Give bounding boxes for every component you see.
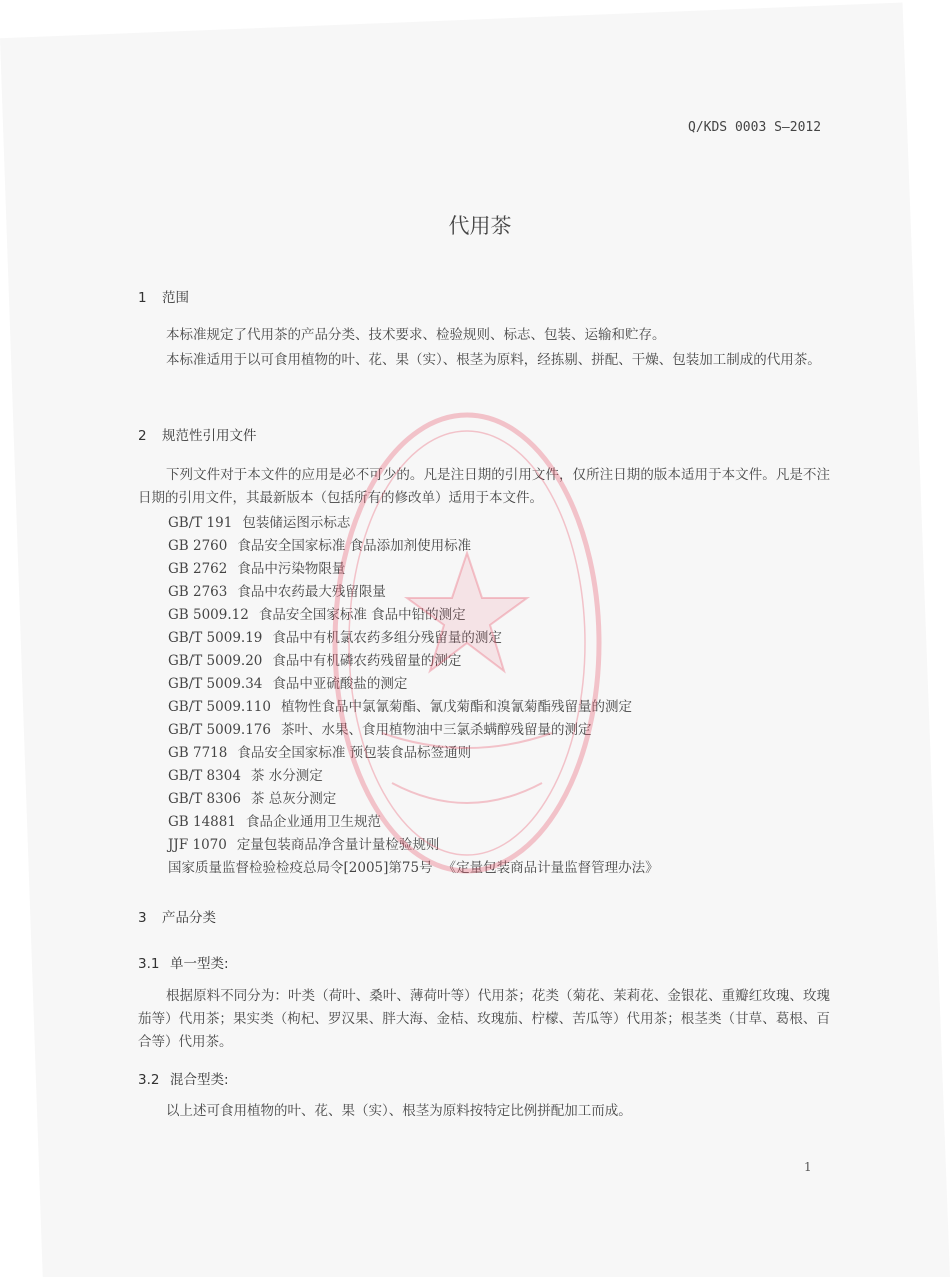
subsection-title: 混合型类: <box>170 1072 229 1088</box>
reference-title: 茶 总灰分测定 <box>250 791 337 807</box>
section-title: 规范性引用文件 <box>162 428 257 444</box>
reference-title: 食品中亚硫酸盐的测定 <box>272 676 408 692</box>
reference-title: 食品企业通用卫生规范 <box>245 814 381 830</box>
reference-title: 食品中污染物限量 <box>237 561 346 577</box>
section-title: 范围 <box>162 290 189 306</box>
list-item <box>168 581 659 604</box>
subsection-title: 单一型类: <box>170 956 229 972</box>
reference-title: 食品中农药最大残留限量 <box>237 584 386 600</box>
subsection-3-2-paragraph: 以上述可食用植物的叶、花、果（实）、根茎为原料按特定比例拼配加工而成。 <box>166 1103 632 1119</box>
reference-title: 《定量包装商品计量监督管理办法》 <box>442 860 659 876</box>
list-item <box>168 719 659 742</box>
list-item <box>168 696 659 719</box>
list-item <box>168 673 659 696</box>
reference-code: GB/T 5009.20 <box>168 653 263 669</box>
reference-code: GB 14881 <box>168 814 236 830</box>
subsection-3-1-paragraph: 根据原料不同分为：叶类（荷叶、桑叶、薄荷叶等）代用茶；花类（菊花、茉莉花、金银花、重瓣红玫瑰、玫瑰茄等）代用茶；果实类（枸杞、罗汉果、胖大海、金桔、玫瑰茄、柠檬、苦瓜等）代用茶；根茎类（甘草、葛根、百合等）代用茶。 <box>138 988 830 1050</box>
reference-title: 定量包装商品净含量计量检验规则 <box>236 837 440 853</box>
subsection-3-2-heading <box>138 1068 229 1088</box>
reference-title: 食品中有机磷农药残留量的测定 <box>272 653 462 669</box>
reference-title: 食品安全国家标准 食品中铅的测定 <box>258 607 466 623</box>
reference-code: GB/T 5009.176 <box>168 722 271 738</box>
list-item <box>168 834 659 857</box>
list-item <box>168 765 659 788</box>
reference-code: GB 7718 <box>168 745 228 761</box>
reference-title: 包装储运图示标志 <box>242 515 351 531</box>
section-number: 3 <box>138 910 147 926</box>
reference-code: GB/T 8306 <box>168 791 241 807</box>
reference-code: GB 2760 <box>168 538 228 554</box>
section-1-paragraph-1: 本标准规定了代用茶的产品分类、技术要求、检验规则、标志、包装、运输和贮存。 <box>166 327 666 343</box>
reference-title: 植物性食品中氯氰菊酯、氰戊菊酯和溴氰菊酯残留量的测定 <box>280 699 632 715</box>
list-item <box>168 857 659 880</box>
reference-title: 茶叶、水果、食用植物油中三氯杀螨醇残留量的测定 <box>280 722 592 738</box>
reference-code: GB 5009.12 <box>168 607 249 623</box>
section-2-intro: 下列文件对于本文件的应用是必不可少的。凡是注日期的引用文件，仅所注日期的版本适用于本文件。凡是不注日期的引用文件，其最新版本（包括所有的修改单）适用于本文件。 <box>138 467 830 506</box>
list-item <box>168 627 659 650</box>
list-item <box>168 650 659 673</box>
reference-title: 食品中有机氯农药多组分残留量的测定 <box>272 630 502 646</box>
reference-list <box>168 512 659 880</box>
document-title: 代用茶 <box>448 214 512 238</box>
subsection-number: 3.1 <box>138 956 160 972</box>
list-item <box>168 558 659 581</box>
reference-code: GB/T 5009.110 <box>168 699 271 715</box>
list-item <box>168 535 659 558</box>
list-item <box>168 604 659 627</box>
reference-code: GB/T 8304 <box>168 768 241 784</box>
subsection-3-1-heading <box>138 952 229 972</box>
section-number: 1 <box>138 290 147 306</box>
reference-code: GB 2762 <box>168 561 228 577</box>
reference-title: 食品安全国家标准 食品添加剂使用标准 <box>237 538 472 554</box>
reference-code: GB 2763 <box>168 584 228 600</box>
reference-code: GB/T 5009.19 <box>168 630 263 646</box>
list-item <box>168 512 659 535</box>
list-item <box>168 788 659 811</box>
list-item <box>168 742 659 765</box>
section-3-heading <box>138 906 216 926</box>
section-number: 2 <box>138 428 147 444</box>
section-1-heading <box>138 286 189 306</box>
reference-title: 食品安全国家标准 预包装食品标签通则 <box>237 745 472 761</box>
reference-code: GB/T 191 <box>168 515 233 531</box>
list-item <box>168 811 659 834</box>
reference-code: GB/T 5009.34 <box>168 676 263 692</box>
reference-code: JJF 1070 <box>168 837 227 853</box>
section-2-heading <box>138 424 257 444</box>
subsection-number: 3.2 <box>138 1072 160 1088</box>
section-title: 产品分类 <box>162 910 216 926</box>
reference-title: 茶 水分测定 <box>250 768 323 784</box>
reference-code: 国家质量监督检验检疫总局令[2005]第75号 <box>168 860 433 876</box>
page-number: 1 <box>804 1160 812 1174</box>
section-1-paragraph-2: 本标准适用于以可食用植物的叶、花、果（实）、根茎为原料，经拣剔、拼配、干燥、包装加工制成的代用茶。 <box>166 352 821 368</box>
standard-code: Q/KDS 0003 S—2012 <box>688 120 822 135</box>
